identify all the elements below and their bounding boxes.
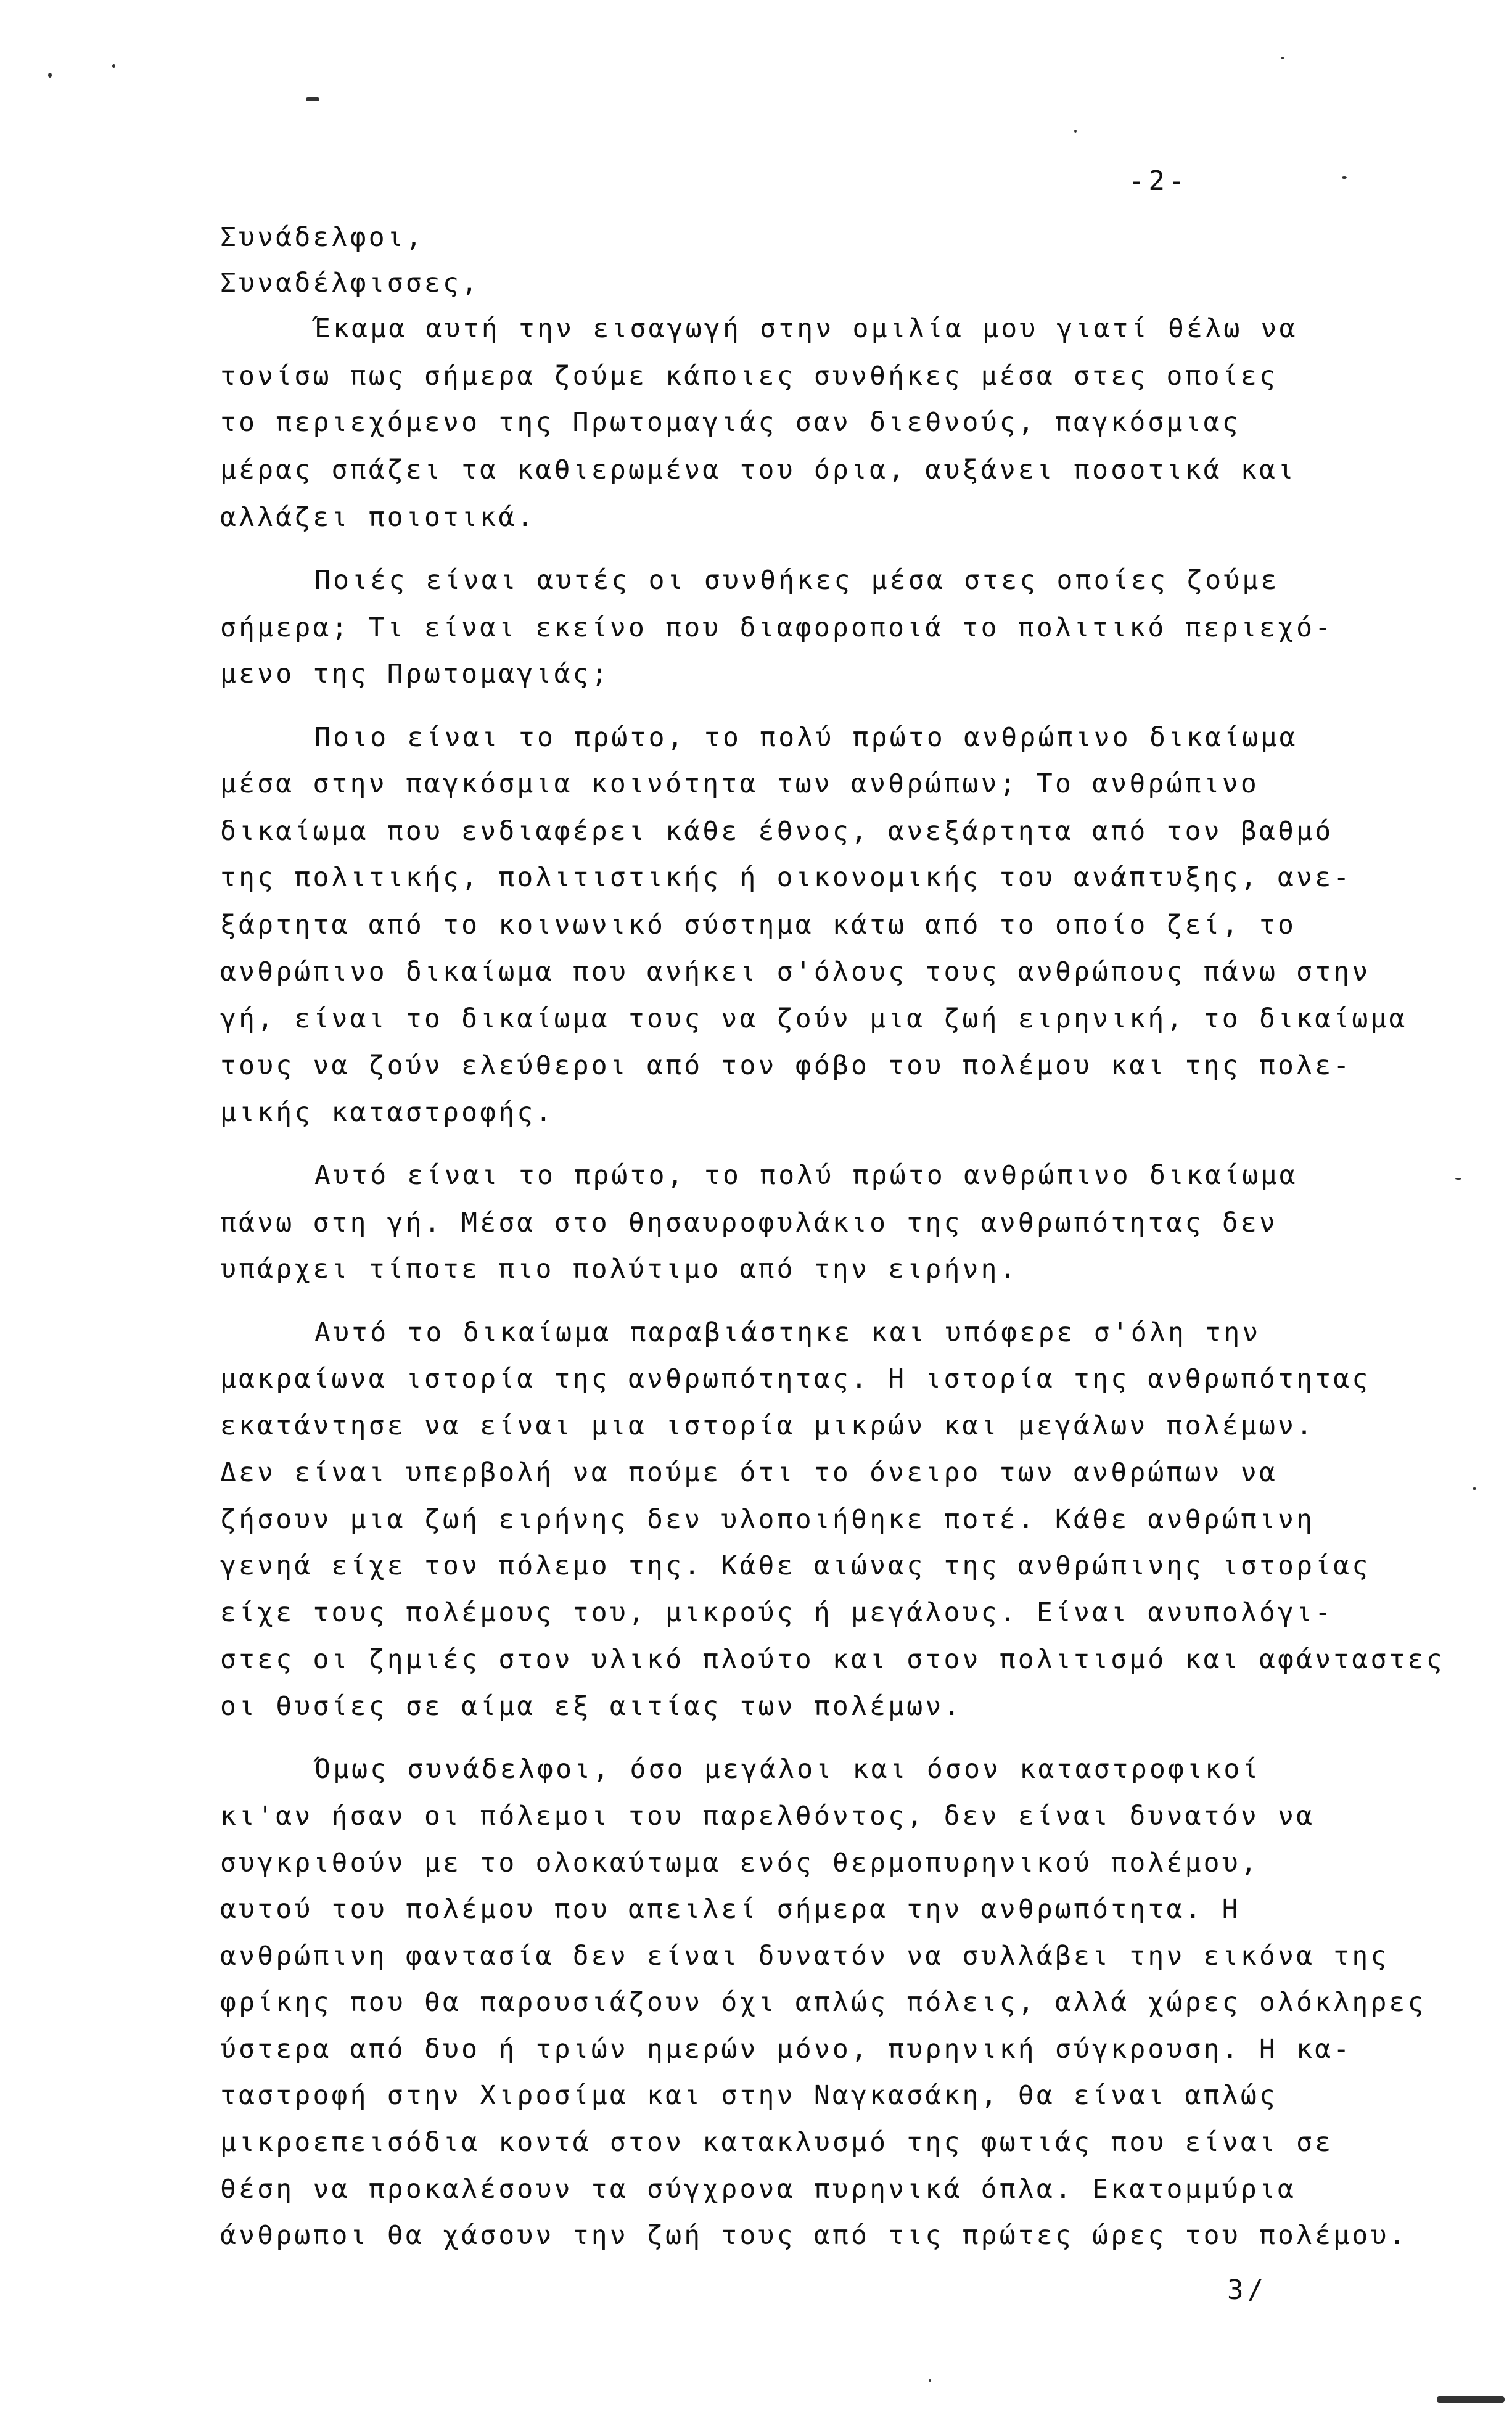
text-line: είχε τους πολέμους του, μικρούς ή μεγάλους. Είναι ανυπολόγι- xyxy=(220,1597,1334,1628)
text-line: ταστροφή στην Χιροσίμα και στην Ναγκασάκη, θα είναι απλώς xyxy=(220,2080,1278,2111)
text-line: κι'αν ήσαν οι πόλεμοι του παρελθόντος, δεν είναι δυνατόν να xyxy=(220,1801,1315,1832)
text-line: γενηά είχε τον πόλεμο της. Κάθε αιώνας της ανθρώπινης ιστορίας xyxy=(220,1550,1371,1581)
text-line: Δεν είναι υπερβολή να πούμε ότι το όνειρο των ανθρώπων να xyxy=(220,1457,1278,1488)
scan-speck xyxy=(1074,130,1077,133)
text-line: της πολιτικής, πολιτιστικής ή οικονομικής του ανάπτυξης, ανε- xyxy=(220,862,1352,893)
text-line: άνθρωποι θα χάσουν την ζωή τους από τις πρώτες ώρες του πολέμου. xyxy=(220,2220,1408,2251)
text-line: μικής καταστροφής. xyxy=(220,1097,554,1128)
text-line: αυτού του πολέμου που απειλεί σήμερα την ανθρωπότητα. Η xyxy=(220,1894,1241,1925)
text-line: υπάρχει τίποτε πιο πολύτιμο από την ειρήνη. xyxy=(220,1254,1018,1285)
text-line: θέση να προκαλέσουν τα σύγχρονα πυρηνικά όπλα. Εκατομμύρια xyxy=(220,2174,1297,2205)
text-line: δικαίωμα που ενδιαφέρει κάθε έθνος, ανεξάρτητα από τον βαθμό xyxy=(220,816,1334,847)
text-line: Συναδέλφισσες, xyxy=(220,268,480,298)
text-line: τους να ζούν ελεύθεροι από τον φόβο του πολέμου και της πολε- xyxy=(220,1050,1352,1081)
text-line: Ποιές είναι αυτές οι συνθήκες μέσα στες οποίες ζούμε xyxy=(314,565,1280,596)
text-line: Συνάδελφοι, xyxy=(220,222,424,253)
scan-speck xyxy=(929,2379,931,2382)
text-line: το περιεχόμενο της Πρωτομαγιάς σαν διεθνούς, παγκόσμιας xyxy=(220,407,1241,438)
text-line: Όμως συνάδελφοι, όσο μεγάλοι και όσον καταστροφικοί xyxy=(314,1754,1261,1785)
page-number: -2- xyxy=(1128,165,1189,197)
text-line: μικροεπεισόδια κοντά στον κατακλυσμό της φωτιάς που είναι σε xyxy=(220,2127,1334,2158)
text-line: μενο της Πρωτομαγιάς; xyxy=(220,659,610,689)
text-line: τονίσω πως σήμερα ζούμε κάποιες συνθήκες μέσα στες οποίες xyxy=(220,361,1278,392)
text-line: ύστερα από δυο ή τριών ημερών μόνο, πυρηνική σύγκρουση. Η κα- xyxy=(220,2034,1352,2065)
text-line: πάνω στη γή. Μέσα στο θησαυροφυλάκιο της ανθρωπότητας δεν xyxy=(220,1207,1278,1238)
text-line: σήμερα; Τι είναι εκείνο που διαφοροποιά το πολιτικό περιεχό- xyxy=(220,612,1334,643)
text-line: Αυτό είναι το πρώτο, το πολύ πρώτο ανθρώπινο δικαίωμα xyxy=(314,1160,1298,1191)
text-line: Ποιο είναι το πρώτο, το πολύ πρώτο ανθρώπινο δικαίωμα xyxy=(314,722,1298,753)
scan-speck xyxy=(306,97,319,101)
scan-speck xyxy=(1342,176,1347,179)
scan-speck xyxy=(1455,1178,1461,1180)
text-line: μέσα στην παγκόσμια κοινότητα των ανθρώπων; Το ανθρώπινο xyxy=(220,768,1259,799)
scan-speck xyxy=(48,73,52,78)
text-line: Αυτό το δικαίωμα παραβιάστηκε και υπόφερε σ'όλη την xyxy=(314,1317,1261,1348)
continuation-marker: 3/ xyxy=(1227,2274,1267,2306)
text-line: γή, είναι το δικαίωμα τους να ζούν μια ζωή ειρηνική, το δικαίωμα xyxy=(220,1003,1408,1034)
scan-speck xyxy=(1281,57,1284,59)
text-line: αλλάζει ποιοτικά. xyxy=(220,502,536,533)
text-line: μακραίωνα ιστορία της ανθρωπότητας. Η ιστορία της ανθρωπότητας xyxy=(220,1363,1371,1394)
text-line: ανθρώπινο δικαίωμα που ανήκει σ'όλους τους ανθρώπους πάνω στην xyxy=(220,956,1371,987)
text-line: οι θυσίες σε αίμα εξ αιτίας των πολέμων. xyxy=(220,1691,963,1722)
text-line: συγκριθούν με το ολοκαύτωμα ενός θερμοπυρηνικού πολέμου, xyxy=(220,1848,1259,1878)
text-line: φρίκης που θα παρουσιάζουν όχι απλώς πόλεις, αλλά χώρες ολόκληρες xyxy=(220,1987,1426,2018)
scan-speck xyxy=(1437,2396,1505,2403)
scan-speck xyxy=(1473,1487,1476,1490)
text-line: Έκαμα αυτή την εισαγωγή στην ομιλία μου γιατί θέλω να xyxy=(314,313,1298,344)
text-line: μέρας σπάζει τα καθιερωμένα του όρια, αυξάνει ποσοτικά και xyxy=(220,454,1297,485)
text-line: ανθρώπινη φαντασία δεν είναι δυνατόν να συλλάβει την εικόνα της xyxy=(220,1941,1389,1972)
text-line: εκατάντησε να είναι μια ιστορία μικρών και μεγάλων πολέμων. xyxy=(220,1410,1315,1441)
text-line: ξάρτητα από το κοινωνικό σύστημα κάτω από το οποίο ζεί, το xyxy=(220,910,1297,940)
text-line: στες οι ζημιές στον υλικό πλούτο και στον πολιτισμό και αφάνταστες xyxy=(220,1644,1445,1675)
text-line: ζήσουν μια ζωή ειρήνης δεν υλοποιήθηκε ποτέ. Κάθε ανθρώπινη xyxy=(220,1504,1315,1535)
scan-speck xyxy=(112,64,115,68)
